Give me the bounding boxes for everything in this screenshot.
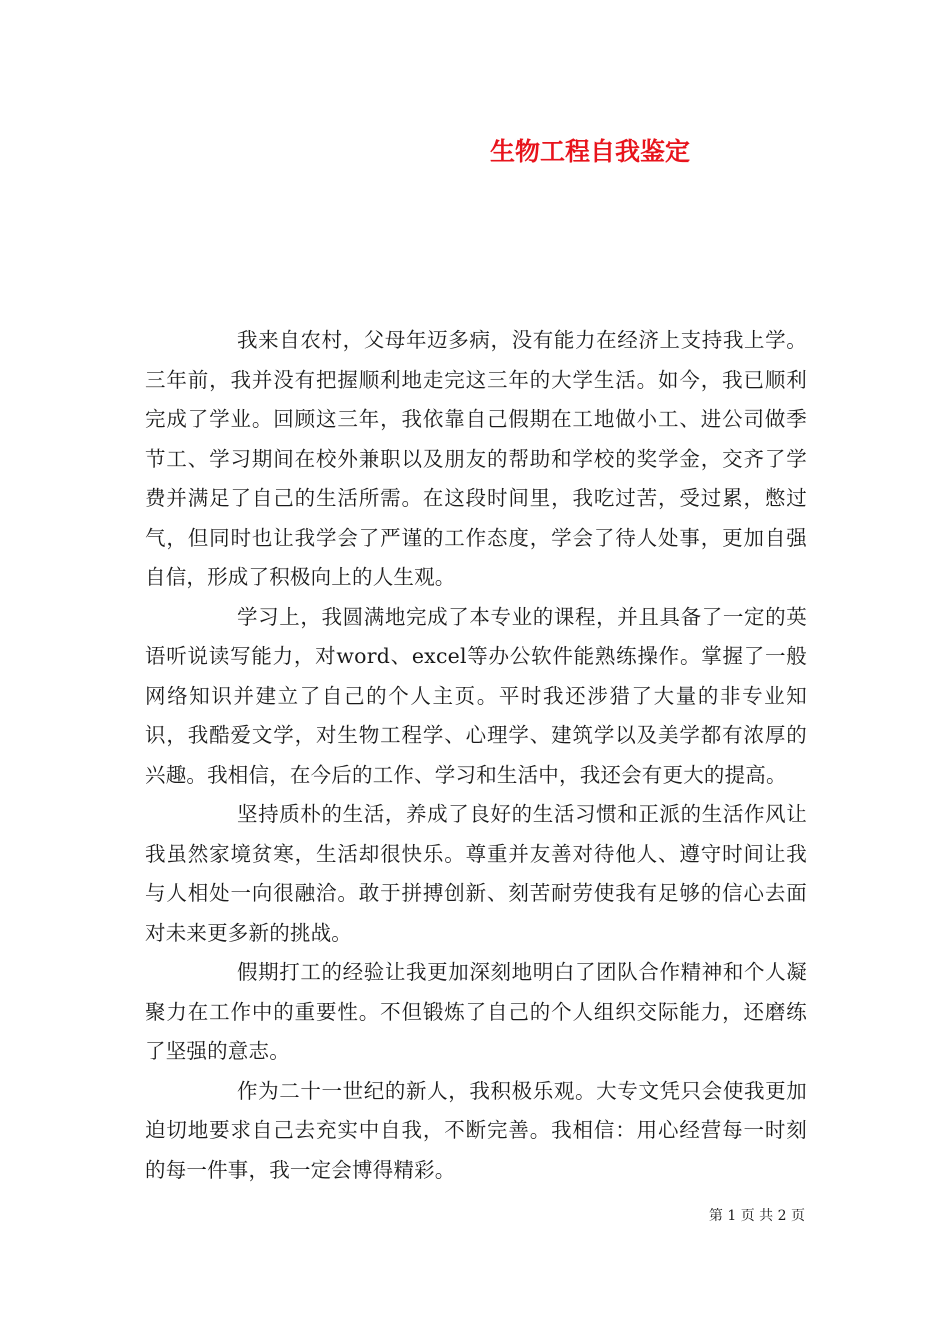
page-title: 生物工程自我鉴定 (489, 137, 690, 166)
document-body (145, 321, 807, 1190)
paragraph-study: 学习上，我圆满地完成了本专业的课程，并且具备了一定的英语听说读写能力，对word、excel等办公软件能熟练操作。掌握了一般网络知识并建立了自己的个人主页。平时我还涉猎了大量的非专业知识，我酷爱文学，对生物工程学、心理学、建筑学以及美学都有浓厚的兴趣。我相信，在今后的工作、学习和生活中，我还会有更大的提高。 (145, 604, 807, 787)
paragraph-background: 我来自农村，父母年迈多病，没有能力在经济上支持我上学。三年前，我并没有把握顺利地走完这三年的大学生活。如今，我已顺利完成了学业。回顾这三年，我依靠自己假期在工地做小工、进公司做季节工、学习期间在校外兼职以及朋友的帮助和学校的奖学金，交齐了学费并满足了自己的生活所需。在这段时间里，我吃过苦，受过累，憋过气，但同时也让我学会了严谨的工作态度，学会了待人处事，更加自强自信，形成了积极向上的人生观。 (145, 328, 807, 589)
paragraph-conclusion: 作为二十一世纪的新人，我积极乐观。大专文凭只会使我更加迫切地要求自己去充实中自我，不断完善。我相信：用心经营每一时刻的每一件事，我一定会博得精彩。 (145, 1078, 807, 1182)
page-number: 第 1 页 共 2 页 (708, 1208, 805, 1224)
paragraph-lifestyle: 坚持质朴的生活，养成了良好的生活习惯和正派的生活作风让我虽然家境贫寒，生活却很快乐。尊重并友善对待他人、遵守时间让我与人相处一向很融洽。敢于拼搏创新、刻苦耐劳使我有足够的信心去面对未来更多新的挑战。 (145, 802, 807, 945)
paragraph-work-experience: 假期打工的经验让我更加深刻地明白了团队合作精神和个人凝聚力在工作中的重要性。不但锻炼了自己的个人组织交际能力，还磨练了坚强的意志。 (145, 960, 807, 1063)
